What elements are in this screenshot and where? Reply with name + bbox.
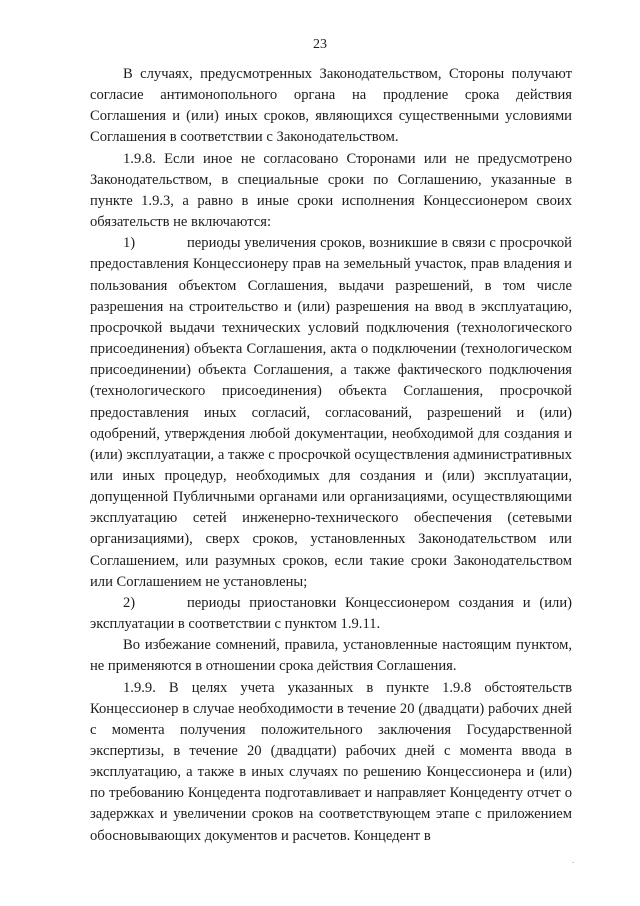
list-item-text: периоды приостановки Концессионером создания и (или) эксплуатации в соответствии с пунктом 1.9.11.	[90, 594, 572, 633]
paragraph-text: 1.9.8. Если иное не согласовано Сторонами или не предусмотрено Законодательством, в специальные сроки по Соглашению, указанные в пункте 1.9.3, а равно в иные сроки исполнения Концессионером своих обязательств не включаются:	[90, 150, 572, 231]
document-body	[90, 64, 572, 847]
list-item-text: периоды увеличения сроков, возникшие в связи с просрочкой предоставления Концессионеру прав на земельный участок, прав владения и пользования объектом Соглашения, выдачи разрешений, в том числе разрешения на строительство и (или) разрешения на ввод в эксплуатацию, просрочкой выдачи технических условий подключения (технологического присоединения) объекта Соглашения, акта о подключении (технологическом присоединении) объекта Соглашения, а также фактического подключения (технологического присоединения) объекта Соглашения, просрочкой предоставления иных согласий, согласований, разрешений и (или) одобрений, утверждения любой документации, необходимой для создания и (или) эксплуатации, а также с просрочкой осуществления административных или иных процедур, необходимых для создания и (или) эксплуатации, допущенной Публичными органами или организациями, осуществляющими эксплуатацию сетей инженерно-технического обеспечения (сетевыми организациями), сверх сроков, установленных Законодательством или Соглашением, или разумных сроков, если такие сроки Законодательством или Соглашением не установлены;	[90, 235, 572, 590]
paragraph-clause-1-9-8	[90, 149, 572, 234]
list-item-1	[90, 233, 572, 593]
paragraph-text: Во избежание сомнений, правила, установленные настоящим пунктом, не применяются в отношении срока действия Соглашения.	[90, 637, 572, 675]
paragraph-clause-1-9-9	[90, 678, 572, 847]
paragraph-text: 1.9.9. В целях учета указанных в пункте 1.9.8 обстоятельств Концессионер в случае необходимости в течение 20 (двадцати) рабочих дней с момента получения положительного заключения Государственной экспертизы, в течение 20 (двадцати) рабочих дней с момента ввода в эксплуатацию, а также в иных случаях по решению Концессионера и (или) по требованию Концедента подготавливает и направляет Концеденту отчет о задержках и увеличении сроков на соответствующем этапе с приложением обосновывающих документов и расчетов. Концедент в	[90, 679, 572, 844]
list-item-number: 1)	[123, 235, 136, 252]
list-item-number: 2)	[123, 594, 136, 611]
list-item-2	[90, 593, 572, 635]
paragraph-approval-antimonopoly	[90, 64, 572, 149]
scan-dot-mark: .	[572, 855, 575, 865]
paragraph-text: В случаях, предусмотренных Законодательством, Стороны получают согласие антимонопольного органа на продление срока действия Соглашения и (или) иных сроков, являющихся существенными условиями Соглашения в соответствии с Законодательством.	[90, 66, 572, 146]
page-number: 23	[313, 37, 327, 52]
paragraph-avoidance-of-doubt	[90, 635, 572, 677]
